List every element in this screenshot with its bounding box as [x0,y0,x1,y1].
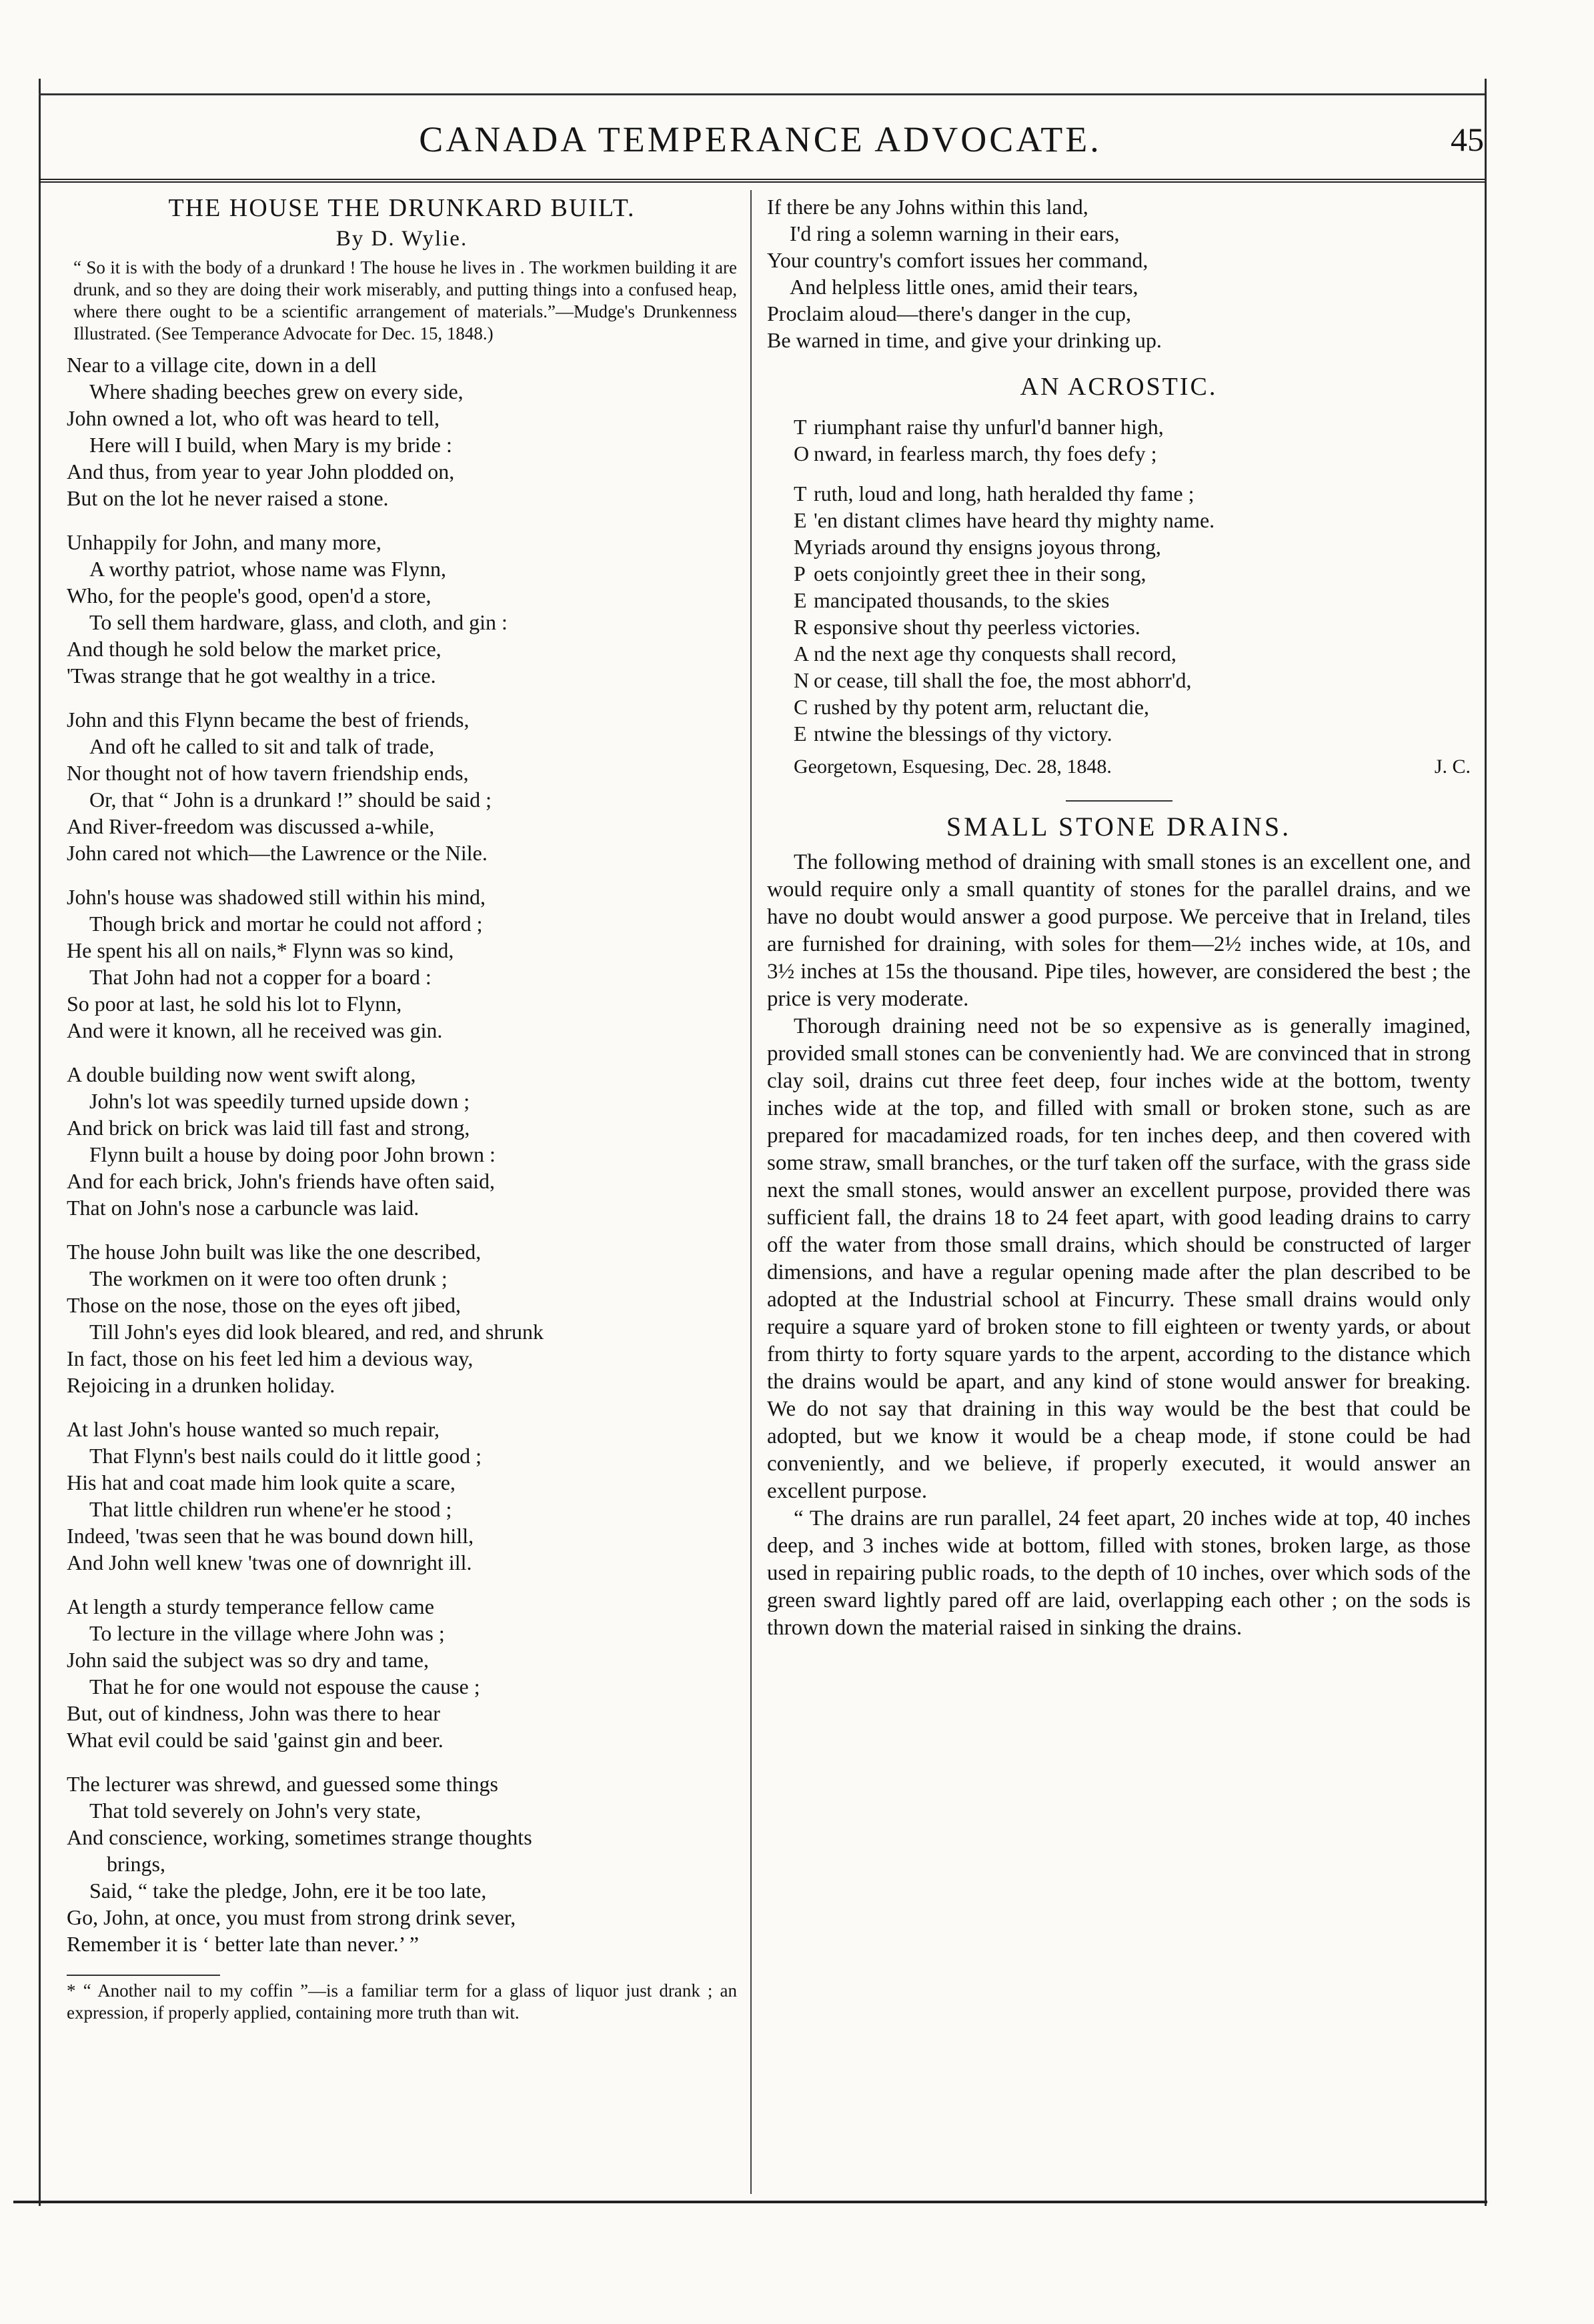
right-column [767,193,1471,1642]
acrostic-line [767,480,1471,507]
left-column [67,193,737,2024]
poem-line: John and this Flynn became the best of friends, [67,708,470,732]
acrostic-letter: N [794,668,810,692]
poem-line: And brick on brick was laid till fast and strong, [67,1116,470,1140]
acrostic-text: esponsive shout thy peerless victories. [814,615,1140,639]
acrostic-line [767,640,1471,667]
acrostic-signoff [767,754,1471,780]
acrostic-text: mancipated thousands, to the skies [814,588,1110,612]
acrostic-place-date: Georgetown, Esquesing, Dec. 28, 1848. [794,756,1112,778]
column-divider [750,190,752,2194]
poem-line: John cared not which—the Lawrence or the Nile. [67,841,488,865]
poem-line: Where shading beeches grew on every side, [89,379,464,403]
poem-line: Rejoicing in a drunken holiday. [67,1373,335,1397]
stanza [67,1593,737,1753]
poem-line: Unhappily for John, and many more, [67,530,381,554]
acrostic-line [767,440,1471,467]
poem-line: Or, that “ John is a drunkard !” should be said ; [89,788,492,812]
poem-line: And helpless little ones, amid their tears, [790,275,1138,299]
poem-body [67,351,737,1957]
bottom-rule [13,2201,1487,2203]
poem-line: And River-freedom was discussed a-while, [67,814,435,838]
acrostic-title: AN ACROSTIC. [1020,373,1218,401]
acrostic-initials: J. C. [1434,756,1471,778]
footnote-rule [67,1975,220,1976]
drains-article [767,849,1471,1642]
acrostic-text: 'en distant climes have heard thy mighty name. [814,508,1215,532]
acrostic-text: ruth, loud and long, hath heralded thy fame ; [814,481,1194,505]
footnote: * “ Another nail to my coffin ”—is a familiar term for a glass of liquor just drank ; an expression, if properly applied, containing more truth than wit. [67,1981,737,2023]
acrostic-text: oets conjointly greet thee in their song, [814,561,1146,586]
poem-line: Go, John, at once, you must from strong drink sever, [67,1905,516,1929]
acrostic-text: nd the next age thy conquests shall record, [814,642,1176,666]
drains-paragraph: The following method of draining with small stones is an excellent one, and would require only a small quantity of stones for the parallel drains, and we have no doubt would answer a good purpose. We perceive that in Ireland, tiles are furnished for draining, with soles for them—2½ inches wide, at 10s, and 3½ inches at 15s the thousand. Pipe tiles, however, are considered the best ; the price is very moderate. [767,850,1471,1011]
page-number: 45 [1451,121,1484,158]
stanza [67,529,737,689]
acrostic-body [767,413,1471,747]
poem-line: Flynn built a house by doing poor John brown : [89,1142,496,1166]
stanza [67,706,737,866]
acrostic-line [767,560,1471,587]
poem-line: The lecturer was shrewd, and guessed some things [67,1772,498,1796]
poem-line: Said, “ take the pledge, John, ere it be too late, [89,1879,487,1903]
stanza [67,1061,737,1221]
poem-line: I'd ring a solemn warning in their ears, [790,221,1120,245]
poem-line: That he for one would not espouse the cause ; [89,1674,480,1698]
acrostic-letter: T [794,415,807,439]
poem-line: Remember it is ‘ better late than never.’ ” [67,1932,420,1956]
acrostic-letter: E [794,508,807,532]
acrostic-line [767,720,1471,747]
poem-line: He spent his all on nails,* Flynn was so kind, [67,938,454,962]
poem-line: And for each brick, John's friends have often said, [67,1169,496,1193]
poem-line: To lecture in the village where John was ; [89,1621,445,1645]
poem-line: If there be any Johns within this land, [767,195,1088,219]
poem-line: The workmen on it were too often drunk ; [89,1266,448,1290]
acrostic-line [767,587,1471,614]
poem-line: A worthy patriot, whose name was Flynn, [89,557,447,581]
poem-line: That John had not a copper for a board : [89,965,432,989]
poem-continued [767,193,1471,353]
poem-line: A double building now went swift along, [67,1062,416,1086]
acrostic-text: yriads around thy ensigns joyous throng, [814,535,1161,559]
acrostic-line [767,667,1471,694]
drains-title: SMALL STONE DRAINS. [946,812,1292,842]
acrostic-letter: A [794,642,810,666]
page-header-title: CANADA TEMPERANCE ADVOCATE. [419,119,1102,159]
poem-line: brings, [107,1852,165,1876]
acrostic-gap [767,467,1471,480]
poem-line: To sell them hardware, glass, and cloth, and gin : [89,610,508,634]
poem-line: Indeed, 'twas seen that he was bound down hill, [67,1524,474,1548]
poem-line: That told severely on John's very state, [89,1799,422,1823]
acrostic-letter: T [794,481,807,505]
poem-line: But, out of kindness, John was there to hear [67,1701,440,1725]
stanza [67,1416,737,1576]
acrostic-text: rushed by thy potent arm, reluctant die, [814,695,1149,719]
poem-line: 'Twas strange that he got wealthy in a trice. [67,664,436,688]
poem-line: Who, for the people's good, open'd a store, [67,584,432,608]
poem-line: But on the lot he never raised a stone. [67,486,389,510]
poem-title: THE HOUSE THE DRUNKARD BUILT. [168,194,636,222]
poem-line: At length a sturdy temperance fellow came [67,1594,434,1618]
poem-line: That Flynn's best nails could do it little good ; [89,1444,482,1468]
poem-line: John's lot was speedily turned upside down ; [89,1089,470,1113]
acrostic-text: ntwine the blessings of thy victory. [814,722,1112,746]
header-rule [39,179,1485,183]
poem-line: Those on the nose, those on the eyes oft jibed, [67,1293,461,1317]
poem-line: And were it known, all he received was gin. [67,1018,443,1042]
acrostic-letter: R [794,615,808,639]
acrostic-letter: E [794,722,807,746]
acrostic-line [767,533,1471,560]
acrostic-text: nward, in fearless march, thy foes defy ; [814,441,1157,465]
acrostic-letter: E [794,588,807,612]
poem-line: John owned a lot, who oft was heard to tell, [67,406,440,430]
section-rule [1066,800,1172,802]
poem-line: That on John's nose a carbuncle was laid. [67,1196,420,1220]
stanza [67,1238,737,1398]
poem-line: Near to a village cite, down in a dell [67,353,377,377]
acrostic-line [767,507,1471,533]
poem-line: Till John's eyes did look bleared, and red, and shrunk [89,1320,544,1344]
top-rule [39,93,1485,95]
poem-line: His hat and coat made him look quite a scare, [67,1470,456,1494]
acrostic-letter: P [794,561,806,586]
poem-line: So poor at last, he sold his lot to Flynn, [67,992,402,1016]
poem-line: What evil could be said 'gainst gin and beer. [67,1728,444,1752]
poem-line: John's house was shadowed still within his mind, [67,885,486,909]
poem-line: Proclaim aloud—there's danger in the cup, [767,301,1132,325]
poem-line: In fact, those on his feet led him a devious way, [67,1346,474,1370]
poem-line: Here will I build, when Mary is my bride : [89,433,452,457]
acrostic-text: or cease, till shall the foe, the most abhorr'd, [814,668,1192,692]
poem-epigraph: “ So it is with the body of a drunkard ! The house he lives in . The workmen building it are drunk, and so they are doing their work miserably, and putting things into a confused heap, where there ought to be a scientific arrangement of materials.”—Mudge's Drunkenness Illustrated. (See Temperance Advocate for Dec. 15, 1848.) [73,257,737,343]
poem-line: That little children run whene'er he stood ; [89,1497,452,1521]
poem-line: And John well knew 'twas one of downright ill. [67,1550,472,1574]
acrostic-text: riumphant raise thy unfurl'd banner high, [814,415,1164,439]
acrostic-line [767,413,1471,440]
poem-line: John said the subject was so dry and tame, [67,1648,429,1672]
poem-line: And thus, from year to year John plodded on, [67,459,455,483]
poem-line: And though he sold below the market price, [67,637,442,661]
acrostic-letter: M [794,535,813,559]
poem-line: At last John's house wanted so much repair, [67,1417,440,1441]
stanza [67,884,737,1044]
poem-line: Be warned in time, and give your drinking up. [767,328,1162,352]
poem-line: The house John built was like the one described, [67,1240,482,1264]
drains-paragraph: Thorough draining need not be so expensive as is generally imagined, provided small stones can be conveniently had. We are convinced that in strong clay soil, drains cut three feet deep, four inches wide at the bottom, twenty inches wide at the top, and filled with small or broken stone, such as are prepared for macadamized roads, for ten inches deep, and then covered with some straw, small branches, or the turf taken off the surface, with the grass side next the small stones, would answer an excellent purpose, provided there was sufficient fall, the drains 18 to 24 feet apart, with good leading drains to carry off the water from those small drains, which should be constructed of larger dimensions, and have a regular opening made after the plan described to be adopted at the Industrial school at Fincurry. These small drains would only require a square yard of broken stone to fill eighteen or twenty yards, or about from thirty to forty square yards to the arpent, according to the distance which the drains would be apart, and any kind of stone would answer for breaking. We do not say that draining in this way would be the best that could be adopted, but we know it would be a cheap mode, if stone could be had conveniently, and we believe, if properly executed, it would answer an excellent purpose. [767,1014,1471,1503]
acrostic-line [767,694,1471,720]
poem-line: Though brick and mortar he could not afford ; [89,912,483,936]
acrostic-letter: C [794,695,808,719]
acrostic-line [767,614,1471,640]
stanza [67,351,737,511]
poem-line: And oft he called to sit and talk of trade, [89,734,435,758]
drains-paragraph: “ The drains are run parallel, 24 feet apart, 20 inches wide at top, 40 inches deep, and 3 inches wide at bottom, filled with stones, broken large, as those used in repairing public roads, to the depth of 10 inches, over which sods of the green sward lightly pared off are laid, overlapping each other ; on the sods is thrown down the material raised in sinking the drains. [767,1506,1471,1640]
poem-byline: By D. Wylie. [335,227,468,251]
poem-line: And conscience, working, sometimes strange thoughts [67,1825,532,1849]
poem-line: Your country's comfort issues her command, [767,248,1148,272]
acrostic-letter: O [794,441,810,465]
stanza [67,1771,737,1957]
poem-line: Nor thought not of how tavern friendship ends, [67,761,469,785]
